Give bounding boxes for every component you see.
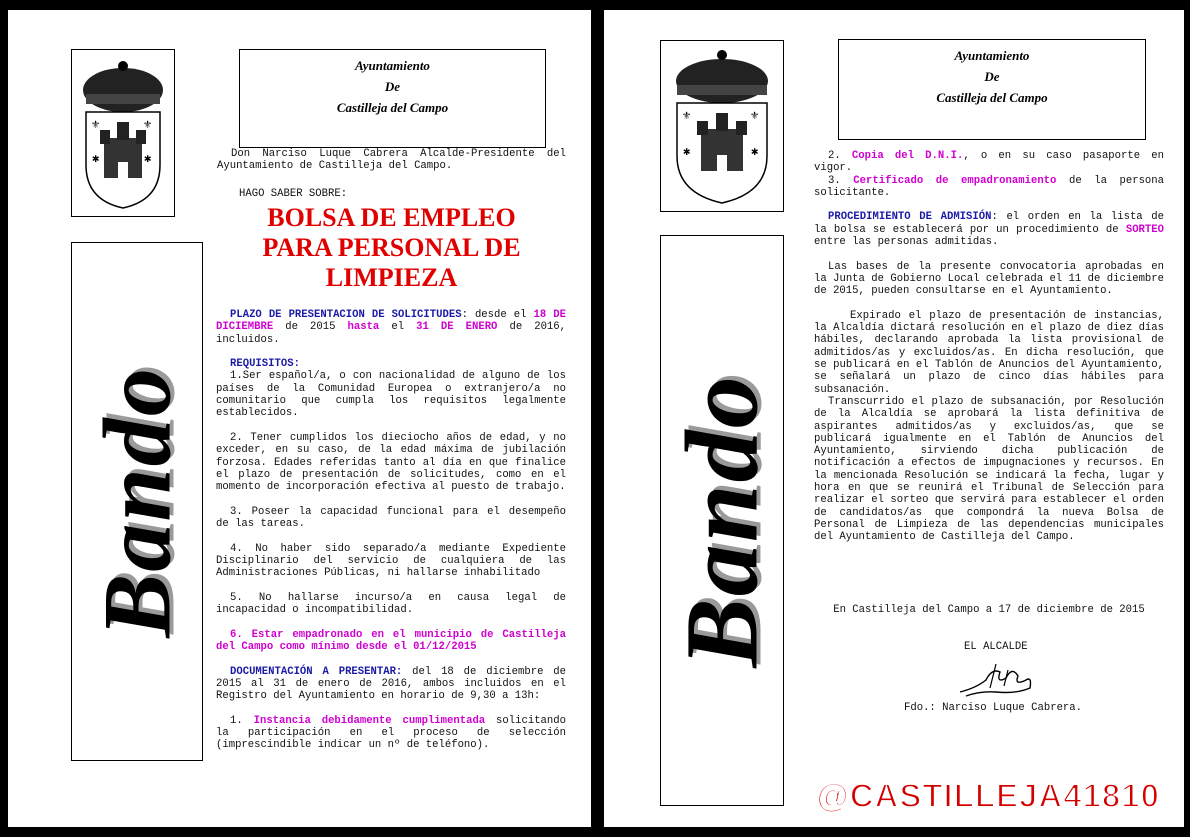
hago-saber: HAGO SABER SOBRE: [239,188,348,200]
svg-text:✱: ✱ [683,145,691,159]
req-5: 5. No hallarse incurso/a en causa legal de incapacidad o incompatibilidad. [216,591,566,617]
bando-box [71,242,203,761]
headline-line-2: PARA PERSONAL DE [262,233,521,262]
left-body [216,309,566,764]
req-6: 6. Estar empadronado en el municipio de Castilleja del Campo como mínimo desde el 01/12/2015 [216,628,566,654]
doc-3 [814,175,1164,200]
plazo-hasta: hasta [347,321,380,334]
transcurrido-paragraph: Transcurrido el plazo de subsanación, por Resolución de la Alcaldía se aprobará la lista definitiva de aspirantes admitidos/as y excluidos/as, que se publicará igualmente en el Tablón de Anuncios del Ayuntamiento, sirviendo dicha publicación de notificación a efectos de impugnaciones y recursos. En la mencionada Resolución se indicará la fecha, lugar y hora en que se reunirá el Tribunal de Selección para realizar el sorteo que servirá para establecer el orden de candidatos/as que compondrá la nueva Bolsa de Personal de Limpieza de las dependencias municipales del Ayuntamiento de Castilleja del Campo. [814,395,1164,544]
crest-box [660,40,784,212]
doc3-num: 3. [828,174,854,187]
svg-text:✱: ✱ [144,152,152,166]
proc-t2: entre las personas admitidas. [814,236,999,249]
plazo-label: PLAZO DE PRESENTACION DE SOLICITUDES [230,309,462,321]
headline [217,203,566,293]
doc-text: del 18 de diciembre de 2015 al 31 de enero de 2016, ambos incluidos en el Registro del Ayuntamiento en horario de 9,30 a 13h: [216,665,567,703]
req-3: 3. Poseer la capacidad funcional para el desempeño de las tareas. [216,505,566,531]
plazo-date1: 18 DE DICIEMBRE [216,309,566,334]
header-line-3: Castilleja del Campo [336,100,449,115]
doc-1 [216,715,566,752]
doc1-num: 1. [230,714,254,727]
doc1-highlight: Instancia debidamente cumplimentada [253,714,486,727]
header-line-3: Castilleja del Campo [936,90,1048,105]
plazo-t3: el [379,321,417,334]
doc3-rest: de la persona solicitante. [814,174,1165,199]
svg-text:⚜: ⚜ [92,118,100,132]
coat-of-arms-icon [72,50,174,216]
req-1: 1.Ser español/a, o con nacionalidad de alguno de los países de la Comunidad Europea o extranjero/a no comunitario que cumpla los requisitos legalmente establecidos. [216,370,566,420]
right-body [814,150,1164,556]
bases-paragraph: Las bases de la presente convocatoria aprobadas en la Junta de Gobierno Local celebrada el 11 de diciembre de 2015, pueden consultarse en el Ayuntamiento. [814,260,1164,298]
svg-text:✱: ✱ [92,152,100,166]
doc-label: DOCUMENTACIÓN A PRESENTAR: [230,665,403,678]
procedimiento-paragraph [814,211,1164,248]
expirado-paragraph: Expirado el plazo de presentación de instancias, la Alcaldía dictará resolución en el plazo de diez días hábiles, declarando aprobada la lista provisional de admitidos/as y excluidos/as. En dicha resolución, que se publicará en el Tablón de Anuncios del Ayuntamiento, se señalará un plazo de cinco días hábiles para subsanación. [814,309,1164,396]
header-line-1: Ayuntamiento [954,48,1030,63]
bando-box [660,235,784,806]
right-page [604,10,1184,827]
plazo-t4: de 2016, incluidos. [216,321,567,346]
header-line-2: De [984,69,1000,84]
doc2-num: 2. [828,150,852,162]
plazo-t1: : desde el [461,309,527,321]
fecha-line: En Castilleja del Campo a 17 de diciembre de 2015 [833,604,1145,616]
header-box [838,39,1146,140]
plazo-date2: 31 DE ENERO [416,321,498,334]
bando-word: Bando [664,373,780,668]
doc3-highlight: Certificado de empadronamiento [853,174,1057,187]
alcalde-label: EL ALCALDE [964,641,1028,653]
svg-text:✱: ✱ [751,145,759,159]
doc2-rest: , o en su caso pasaporte en vigor. [814,150,1165,175]
svg-text:⚜: ⚜ [144,118,152,132]
bando-word: Bando [83,365,191,638]
documentacion-paragraph [216,666,566,703]
req-4: 4. No haber sido separado/a mediante Expediente Disciplinario del servicio de cualquiera de las Administraciones Públicas, ni hallarse inhabilitado [216,542,566,580]
social-handle: @CASTILLEJA41810 [816,777,1160,814]
coat-of-arms-icon [661,41,783,211]
headline-line-1: BOLSA DE EMPLEO [267,203,516,232]
svg-text:⚜: ⚜ [751,109,759,123]
plazo-t2: de 2015 [273,321,348,334]
svg-text:⚜: ⚜ [683,109,691,123]
doc1-rest: solicitando la participación en el proceso de selección (imprescindible indicar un nº de teléfono). [216,714,566,752]
header-line-1: Ayuntamiento [355,58,430,73]
requisitos-label: REQUISITOS: [230,358,300,371]
crest-box [71,49,175,217]
proc-label: PROCEDIMIENTO DE ADMISIÓN [828,211,992,224]
header-line-2: De [384,79,401,94]
doc2-highlight: Copia del D.N.I. [851,150,964,162]
req-2: 2. Tener cumplidos los dieciocho años de edad, y no exceder, en su caso, de la edad máxima de jubilación forzosa. Edades referidas tanto al día en que finalice el plazo de presentación de solicitudes, como en el momento de incorporación efectiva al puesto de trabajo. [216,431,566,494]
intro-text: Don Narciso Luque Cabrera Alcalde-Presidente del Ayuntamiento de Castilleja del Campo. [217,148,566,173]
left-page [8,10,591,827]
header-box [239,49,546,148]
proc-t1: : el orden en la lista de la bolsa se establecerá por un procedimiento de [814,211,1164,236]
headline-line-3: LIMPIEZA [325,263,458,292]
signature-icon [956,658,1036,700]
plazo-paragraph [216,309,566,346]
doc-2 [814,150,1164,175]
firma-line: Fdo.: Narciso Luque Cabrera. [904,702,1083,714]
proc-sorteo: SORTEO [1125,223,1164,236]
